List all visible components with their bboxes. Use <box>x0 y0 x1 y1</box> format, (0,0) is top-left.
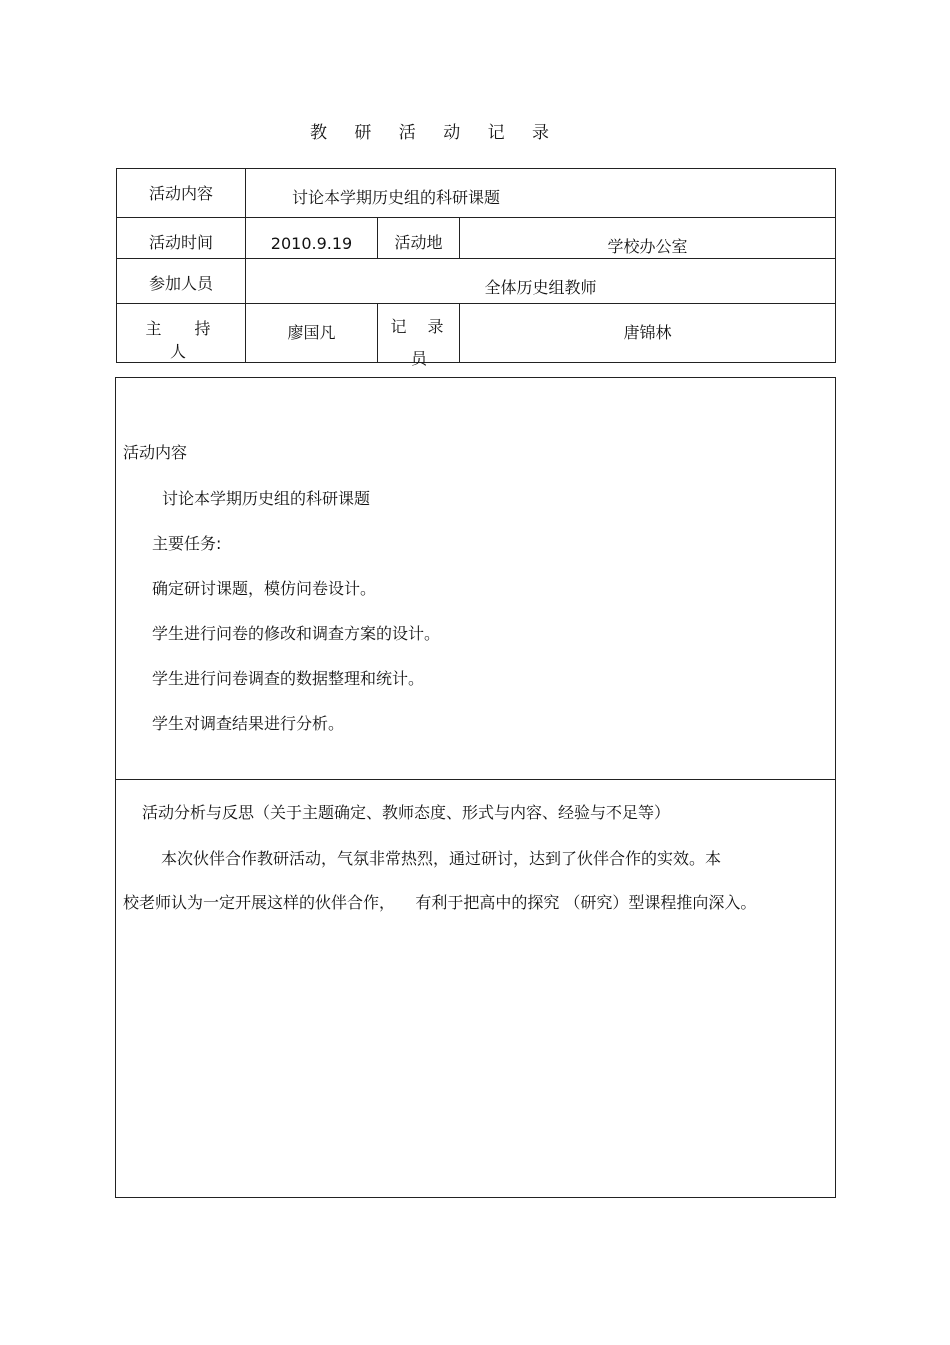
recorder-label-cell <box>378 304 460 368</box>
recorder-label-cont: 员 <box>410 349 427 368</box>
time-value: 2010.9.19 <box>246 218 378 259</box>
table-row <box>117 259 836 304</box>
list-item: 学生对调查结果进行分析。 <box>152 714 345 733</box>
page-title: 教 研 活 动 记 录 <box>309 123 561 143</box>
paragraph-line: 本次伙伴合作教研活动，气氛非常热烈，通过研讨，达到了伙伴合作的实效。本 <box>161 849 722 868</box>
table-row <box>117 218 836 259</box>
place-label: 活动地 <box>378 218 460 259</box>
list-item: 学生进行问卷调查的数据整理和统计。 <box>152 669 425 688</box>
content-value: 讨论本学期历史组的科研课题 <box>246 169 836 218</box>
recorder-label: 记 录 <box>390 317 452 336</box>
section-heading: 活动内容 <box>123 443 188 462</box>
participants-value: 全体历史组教师 <box>246 259 836 304</box>
tasks-heading: 主要任务: <box>152 534 222 553</box>
table-row <box>117 169 836 218</box>
section-heading: 活动分析与反思（关于主题确定、教师态度、形式与内容、经验与不足等） <box>142 803 671 822</box>
host-label: 主 持 人 <box>117 304 246 363</box>
paragraph-line: 校老师认为一定开展这样的伙伴合作， 有利于把高中的探究 （研究）型课程推向深入。 <box>123 893 757 912</box>
activity-content-section <box>115 377 836 780</box>
topic-text: 讨论本学期历史组的科研课题 <box>162 489 371 508</box>
info-table <box>116 168 836 368</box>
list-item: 确定研讨课题，模仿问卷设计。 <box>152 579 377 598</box>
host-value: 廖国凡 <box>246 304 378 363</box>
analysis-section <box>115 779 836 1198</box>
table-row <box>117 304 836 363</box>
content-label: 活动内容 <box>117 169 246 218</box>
time-label: 活动时间 <box>117 218 246 259</box>
place-value: 学校办公室 <box>460 218 836 259</box>
participants-label: 参加人员 <box>117 259 246 304</box>
recorder-value: 唐锦林 <box>460 304 836 363</box>
list-item: 学生进行问卷的修改和调查方案的设计。 <box>152 624 441 643</box>
